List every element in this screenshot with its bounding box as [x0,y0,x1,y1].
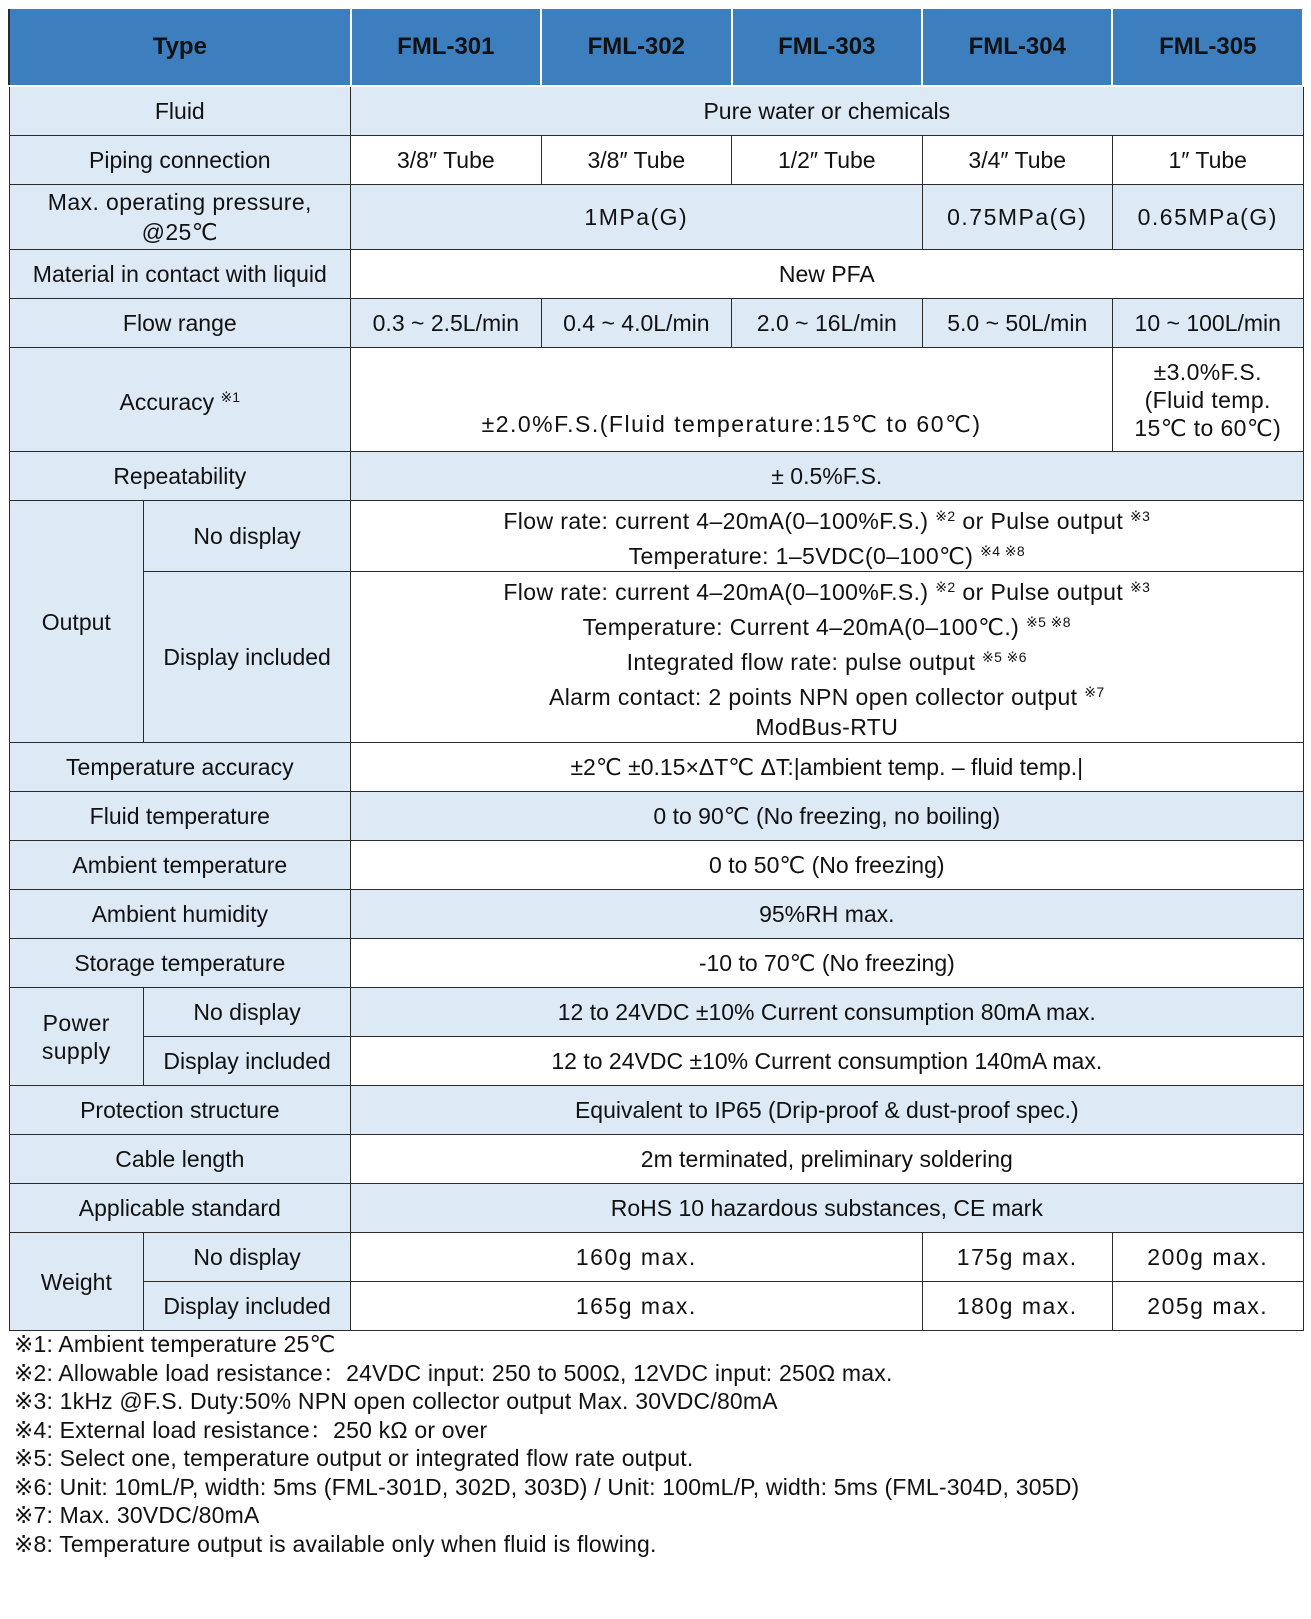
text: Temperature: 1–5VDC(0–100℃) [628,543,974,569]
footnote-ref: ※7 [1084,684,1105,700]
row-value: 3/8″ Tube [351,136,541,185]
row-value: 0.4 ~ 4.0L/min [541,299,731,348]
row-ambient-humidity [9,890,1303,939]
value-text: 165g max. [575,1293,697,1319]
row-value: ± 0.5%F.S. [351,452,1303,501]
sub-label: Display included [144,1282,351,1331]
row-value: 95%RH max. [351,890,1303,939]
row-label: Piping connection [9,136,351,185]
text: Temperature: Current 4–20mA(0–100℃.) [582,614,1020,640]
footnote-ref: ※3 [1129,508,1151,524]
row-ambient-temp [9,841,1303,890]
row-label [9,988,144,1086]
row-value: 2m terminated, preliminary soldering [351,1135,1303,1184]
row-output-display [9,572,1303,743]
value-text: 205g max. [1147,1293,1269,1319]
label-line: supply [41,1037,111,1064]
row-label: Output [9,501,144,743]
row-value [922,1282,1112,1331]
spec-table [8,7,1304,1331]
row-value [351,501,1303,572]
footnote-ref: ※5 ※6 [982,649,1027,665]
footnote: ※6: Unit: 10mL/P, width: 5ms (FML-301D, 302D, 303D) / Unit: 100mL/P, width: 5ms (FML-304D, 305D) [14,1473,1080,1500]
row-storage-temp [9,939,1303,988]
row-value [922,1233,1112,1282]
row-value [351,185,922,250]
row-value: -10 to 70℃ (No freezing) [351,939,1303,988]
text: or Pulse output [962,508,1124,534]
row-fluid-temp [9,792,1303,841]
row-value: 10 ~ 100L/min [1112,299,1303,348]
row-repeatability [9,452,1303,501]
row-label: Ambient humidity [9,890,351,939]
value-line [355,677,1298,712]
row-value: 2.0 ~ 16L/min [732,299,922,348]
row-label: Repeatability [9,452,351,501]
row-flow [9,299,1303,348]
row-fluid [9,86,1303,136]
value-text: 200g max. [1147,1244,1269,1270]
row-label [9,348,351,452]
text: Alarm contact: 2 points NPN open collector output [549,684,1078,710]
header-model: FML-302 [541,8,731,86]
row-value: Equivalent to IP65 (Drip-proof & dust-proof spec.) [351,1086,1303,1135]
footnote: ※1: Ambient temperature 25℃ [14,1331,336,1357]
footnote-ref: ※2 [935,579,956,595]
label-line: Max. operating pressure, [47,189,312,215]
row-value [1112,1233,1303,1282]
text: Flow rate: current 4–20mA(0–100%F.S.) [503,579,929,605]
sub-label: No display [144,501,351,572]
label-line: @25℃ [141,219,218,245]
row-weight-no-display [9,1233,1303,1282]
row-weight-display [9,1282,1303,1331]
row-value: 12 to 24VDC ±10% Current consumption 140mA max. [351,1037,1303,1086]
value-line [355,642,1298,677]
footnote: ※3: 1kHz @F.S. Duty:50% NPN open collector output Max. 30VDC/80mA [14,1388,778,1414]
row-piping [9,136,1303,185]
footnote-ref: ※3 [1129,579,1151,595]
value-line [355,501,1298,536]
row-value [922,185,1112,250]
row-value [1112,348,1303,452]
text: Integrated flow rate: pulse output [626,649,976,675]
sub-label: Display included [144,1037,351,1086]
header-model: FML-301 [351,8,541,86]
row-label: Temperature accuracy [9,743,351,792]
value-text: 160g max. [575,1244,697,1270]
row-cable [9,1135,1303,1184]
value-text: 175g max. [956,1244,1078,1270]
value-text: ±2.0%F.S.(Fluid temperature:15℃ to 60℃) [481,411,982,437]
row-value: ±2℃ ±0.15×ΔT℃ ΔT:|ambient temp. – fluid temp.| [351,743,1303,792]
row-label: Weight [9,1233,144,1331]
row-value [1112,185,1303,250]
value-line [355,536,1298,571]
row-label: Ambient temperature [9,841,351,890]
sub-label: No display [144,988,351,1037]
row-label: Material in contact with liquid [9,250,351,299]
row-value: Pure water or chemicals [351,86,1303,136]
row-value [351,1233,922,1282]
row-value [351,348,1113,452]
row-power-no-display [9,988,1303,1037]
label-text: Accuracy [119,389,215,415]
row-value: RoHS 10 hazardous substances, CE mark [351,1184,1303,1233]
footnote: ※5: Select one, temperature output or integrated flow rate output. [14,1445,694,1471]
value-text: 180g max. [956,1293,1078,1319]
row-value: 5.0 ~ 50L/min [922,299,1112,348]
row-material [9,250,1303,299]
row-temp-accuracy [9,743,1303,792]
label-line: Power [42,1009,110,1036]
header-model: FML-305 [1112,8,1303,86]
row-label: Applicable standard [9,1184,351,1233]
footnote: ※4: External load resistance：250 kΩ or over [14,1416,488,1443]
row-label: Flow range [9,299,351,348]
row-value: 0.3 ~ 2.5L/min [351,299,541,348]
value-text: 0.75MPa(G) [947,204,1088,230]
row-value: 0 to 90℃ (No freezing, no boiling) [351,792,1303,841]
value-line [355,572,1298,607]
header-row [9,8,1303,86]
text: or Pulse output [962,579,1124,605]
value-line: ±3.0%F.S. [1153,358,1262,385]
row-value: 3/8″ Tube [541,136,731,185]
value-line: 15℃ to 60℃) [1134,414,1282,441]
row-value: 0 to 50℃ (No freezing) [351,841,1303,890]
row-label: Fluid temperature [9,792,351,841]
row-accuracy [9,348,1303,452]
value-text: 1MPa(G) [584,204,689,230]
row-protection [9,1086,1303,1135]
row-value: 12 to 24VDC ±10% Current consumption 80mA max. [351,988,1303,1037]
footnote-ref: ※5 ※8 [1026,614,1071,630]
row-value: New PFA [351,250,1303,299]
text: Flow rate: current 4–20mA(0–100%F.S.) [503,508,929,534]
row-value: 1/2″ Tube [732,136,922,185]
sub-label: Display included [144,572,351,743]
row-label: Cable length [9,1135,351,1184]
footnotes [14,1330,1079,1558]
footnote-ref: ※2 [935,508,956,524]
footnote: ※7: Max. 30VDC/80mA [14,1502,260,1528]
header-type: Type [9,8,351,86]
row-value [1112,1282,1303,1331]
row-value [351,1282,922,1331]
sub-label: No display [144,1233,351,1282]
footnote-ref: ※1 [220,389,241,405]
row-label: Protection structure [9,1086,351,1135]
footnote: ※2: Allowable load resistance：24VDC input: 250 to 500Ω, 12VDC input: 250Ω max. [14,1359,893,1386]
row-label: Storage temperature [9,939,351,988]
value-text: 0.65MPa(G) [1137,204,1278,230]
row-label [9,185,351,250]
row-standard [9,1184,1303,1233]
value-line [355,607,1298,642]
row-label: Fluid [9,86,351,136]
value-line: ModBus-RTU [755,714,899,740]
footnote-ref: ※4 ※8 [980,543,1026,559]
row-output-no-display [9,501,1303,572]
value-line: (Fluid temp. [1144,386,1271,413]
row-pressure [9,185,1303,250]
row-value: 1″ Tube [1112,136,1303,185]
footnote: ※8: Temperature output is available only when fluid is flowing. [14,1530,657,1557]
row-value: 3/4″ Tube [922,136,1112,185]
header-model: FML-304 [922,8,1112,86]
row-power-display [9,1037,1303,1086]
header-model: FML-303 [732,8,922,86]
row-value [351,572,1303,743]
